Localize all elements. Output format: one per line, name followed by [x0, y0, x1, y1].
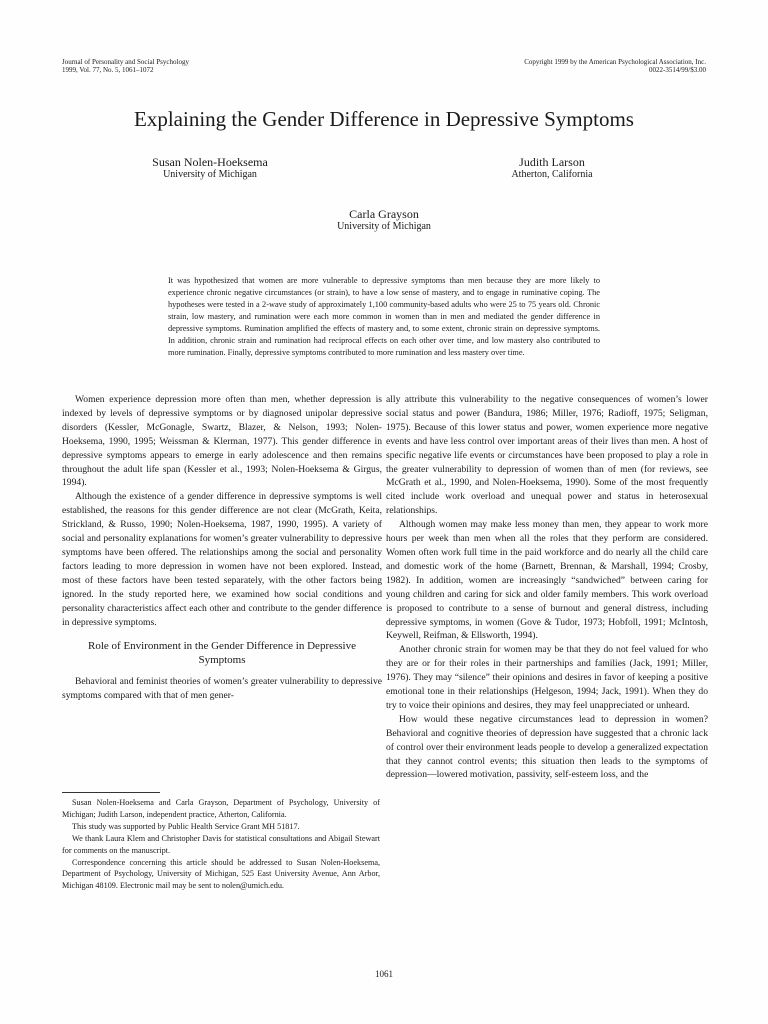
body-paragraph: Women experience depression more often than men, whether depression is indexed by levels of depressive symptoms or by diagnosed unipolar depressive disorders (Kessler, McGonagle, Swartz, Blazer, & Nelson, 1993; Nolen-Hoeksema, 1990, 1995; Weissman & Klerman, 1977). This gender difference in depressive symptoms appears to emerge in early adolescence and then remains throughout the adult life span (Kessler et al., 1993; Nolen-Hoeksema & Girgus, 1994).	[62, 394, 382, 489]
body-paragraph: Behavioral and feminist theories of women’s greater vulnerability to depressive symptoms compared with that of men gener-	[62, 676, 382, 702]
footnote-rule	[62, 792, 160, 793]
author-name: Judith Larson	[519, 155, 585, 169]
author-affiliation: University of Michigan	[337, 221, 431, 232]
author-name: Carla Grayson	[349, 207, 419, 221]
author-2	[462, 155, 642, 181]
footnote: Correspondence concerning this article should be addressed to Susan Nolen-Hoeksema, Department of Psychology, University of Michigan, 525 East University Avenue, Ann Arbor, Michigan 48109. Electronic mail may be sent to nolen@umich.edu.	[62, 857, 380, 891]
footnote: We thank Laura Klem and Christopher Davis for statistical consultations and Abigail Stewart for comments on the manuscript.	[62, 833, 380, 855]
journal-name: Journal of Personality and Social Psychology	[62, 58, 189, 66]
copyright-notice: Copyright 1999 by the American Psychological Association, Inc.	[524, 58, 706, 66]
body-paragraph: Although the existence of a gender difference in depressive symptoms is well established, the reasons for this gender difference are not clear (McGrath, Keita, Strickland, & Russo, 1990; Nolen-Hoeksema, 1987, 1990, 1995). A variety of social and personality explanations for women’s greater vulnerability to depressive symptoms have been offered. The relationships among the social and personality factors leading to more depression in women have not been explored. Instead, most of these factors have been tested separately, with the other factors being ignored. In the study reported here, we examined how social conditions and personality characteristics affect each other and contribute to the gender difference in depressive symptoms.	[62, 491, 382, 628]
left-column	[62, 393, 382, 703]
right-column	[386, 393, 708, 782]
author-name: Susan Nolen-Hoeksema	[152, 155, 268, 169]
article-title: Explaining the Gender Difference in Depressive Symptoms	[134, 107, 634, 131]
section-heading: Role of Environment in the Gender Difference in Depressive Symptoms	[88, 640, 356, 667]
author-1	[120, 155, 300, 181]
journal-volume: 1999, Vol. 77, No. 5, 1061–1072	[62, 66, 154, 74]
page-number: 1061	[375, 969, 393, 979]
author-affiliation: University of Michigan	[163, 169, 257, 180]
copyright-header	[524, 58, 706, 74]
journal-header	[62, 58, 189, 74]
body-paragraph: Another chronic strain for women may be that they do not feel valued for who they are or for their roles in their partnerships and families (Jack, 1991; Miller, 1976). They may “silence” their opinions and desires in favor of keeping a positive emotional tone in their relationships (Helgeson, 1994; Jack, 1991). When they do try to voice their opinions and desires, they may feel unappreciated or unheard.	[386, 644, 708, 711]
abstract: It was hypothesized that women are more vulnerable to depressive symptoms than men because they are more likely to experience chronic negative circumstances (or strain), to have a low sense of mastery, and to engage in ruminative coping. The hypotheses were tested in a 2-wave study of approximately 1,100 community-based adults who were 25 to 75 years old. Chronic strain, low mastery, and rumination were each more common in women than in men and mediated the gender difference in depressive symptoms. Rumination amplified the effects of mastery and, to some extent, chronic strain on depressive symptoms. In addition, chronic strain and rumination had reciprocal effects on each other over time, and low mastery also contributed to more rumination. Finally, depressive symptoms contributed to more rumination and less mastery over time.	[168, 276, 600, 357]
footnote: This study was supported by Public Health Service Grant MH 51817.	[72, 821, 300, 831]
footnote: Susan Nolen-Hoeksema and Carla Grayson, Department of Psychology, University of Michigan; Judith Larson, independent practice, Atherton, California.	[62, 798, 380, 819]
body-paragraph: Although women may make less money than men, they appear to work more hours per week than men when all the roles that they perform are considered. Women often work full time in the paid workforce and do nearly all the child care and domestic work of the home (Barnett, Brennan, & Marshall, 1994; Crosby, 1982). In addition, women are increasingly “sandwiched” between caring for young children and caring for sick and older family members. This work overload is proposed to contribute to a sense of burnout and general distress, including depressive symptoms, in women (Gove & Tudor, 1973; Hobfoll, 1991; McIntosh, Keywell, Reifman, & Ellsworth, 1994).	[386, 519, 708, 642]
footnotes	[62, 797, 380, 892]
body-paragraph: How would these negative circumstances lead to depression in women? Behavioral and cognitive theories of depression have suggested that a chronic lack of control over their environment leads people to develop a generalized expectation that they cannot control events; this situation then leads to the symptoms of depression—lowered motivation, passivity, self-esteem loss, and the	[386, 713, 708, 781]
author-affiliation: Atherton, California	[511, 169, 593, 180]
body-paragraph: ally attribute this vulnerability to the negative consequences of women’s lower social status and power (Bandura, 1986; Miller, 1976; Radioff, 1975; Seligman, 1975). Because of this lower status and power, women experience more negative events and have less control over important areas of their lives than men. A host of specific negative life events or circumstances have been proposed to play a role in the greater vulnerability to depression of women than of men (for reviews, see McGrath et al., 1990, and Nolen-Hoeksema, 1990). Some of the most frequently cited include work overload and unequal power and status in heterosexual relationships.	[386, 394, 708, 517]
author-3	[284, 207, 484, 233]
issn: 0022-3514/99/$3.00	[649, 66, 706, 74]
